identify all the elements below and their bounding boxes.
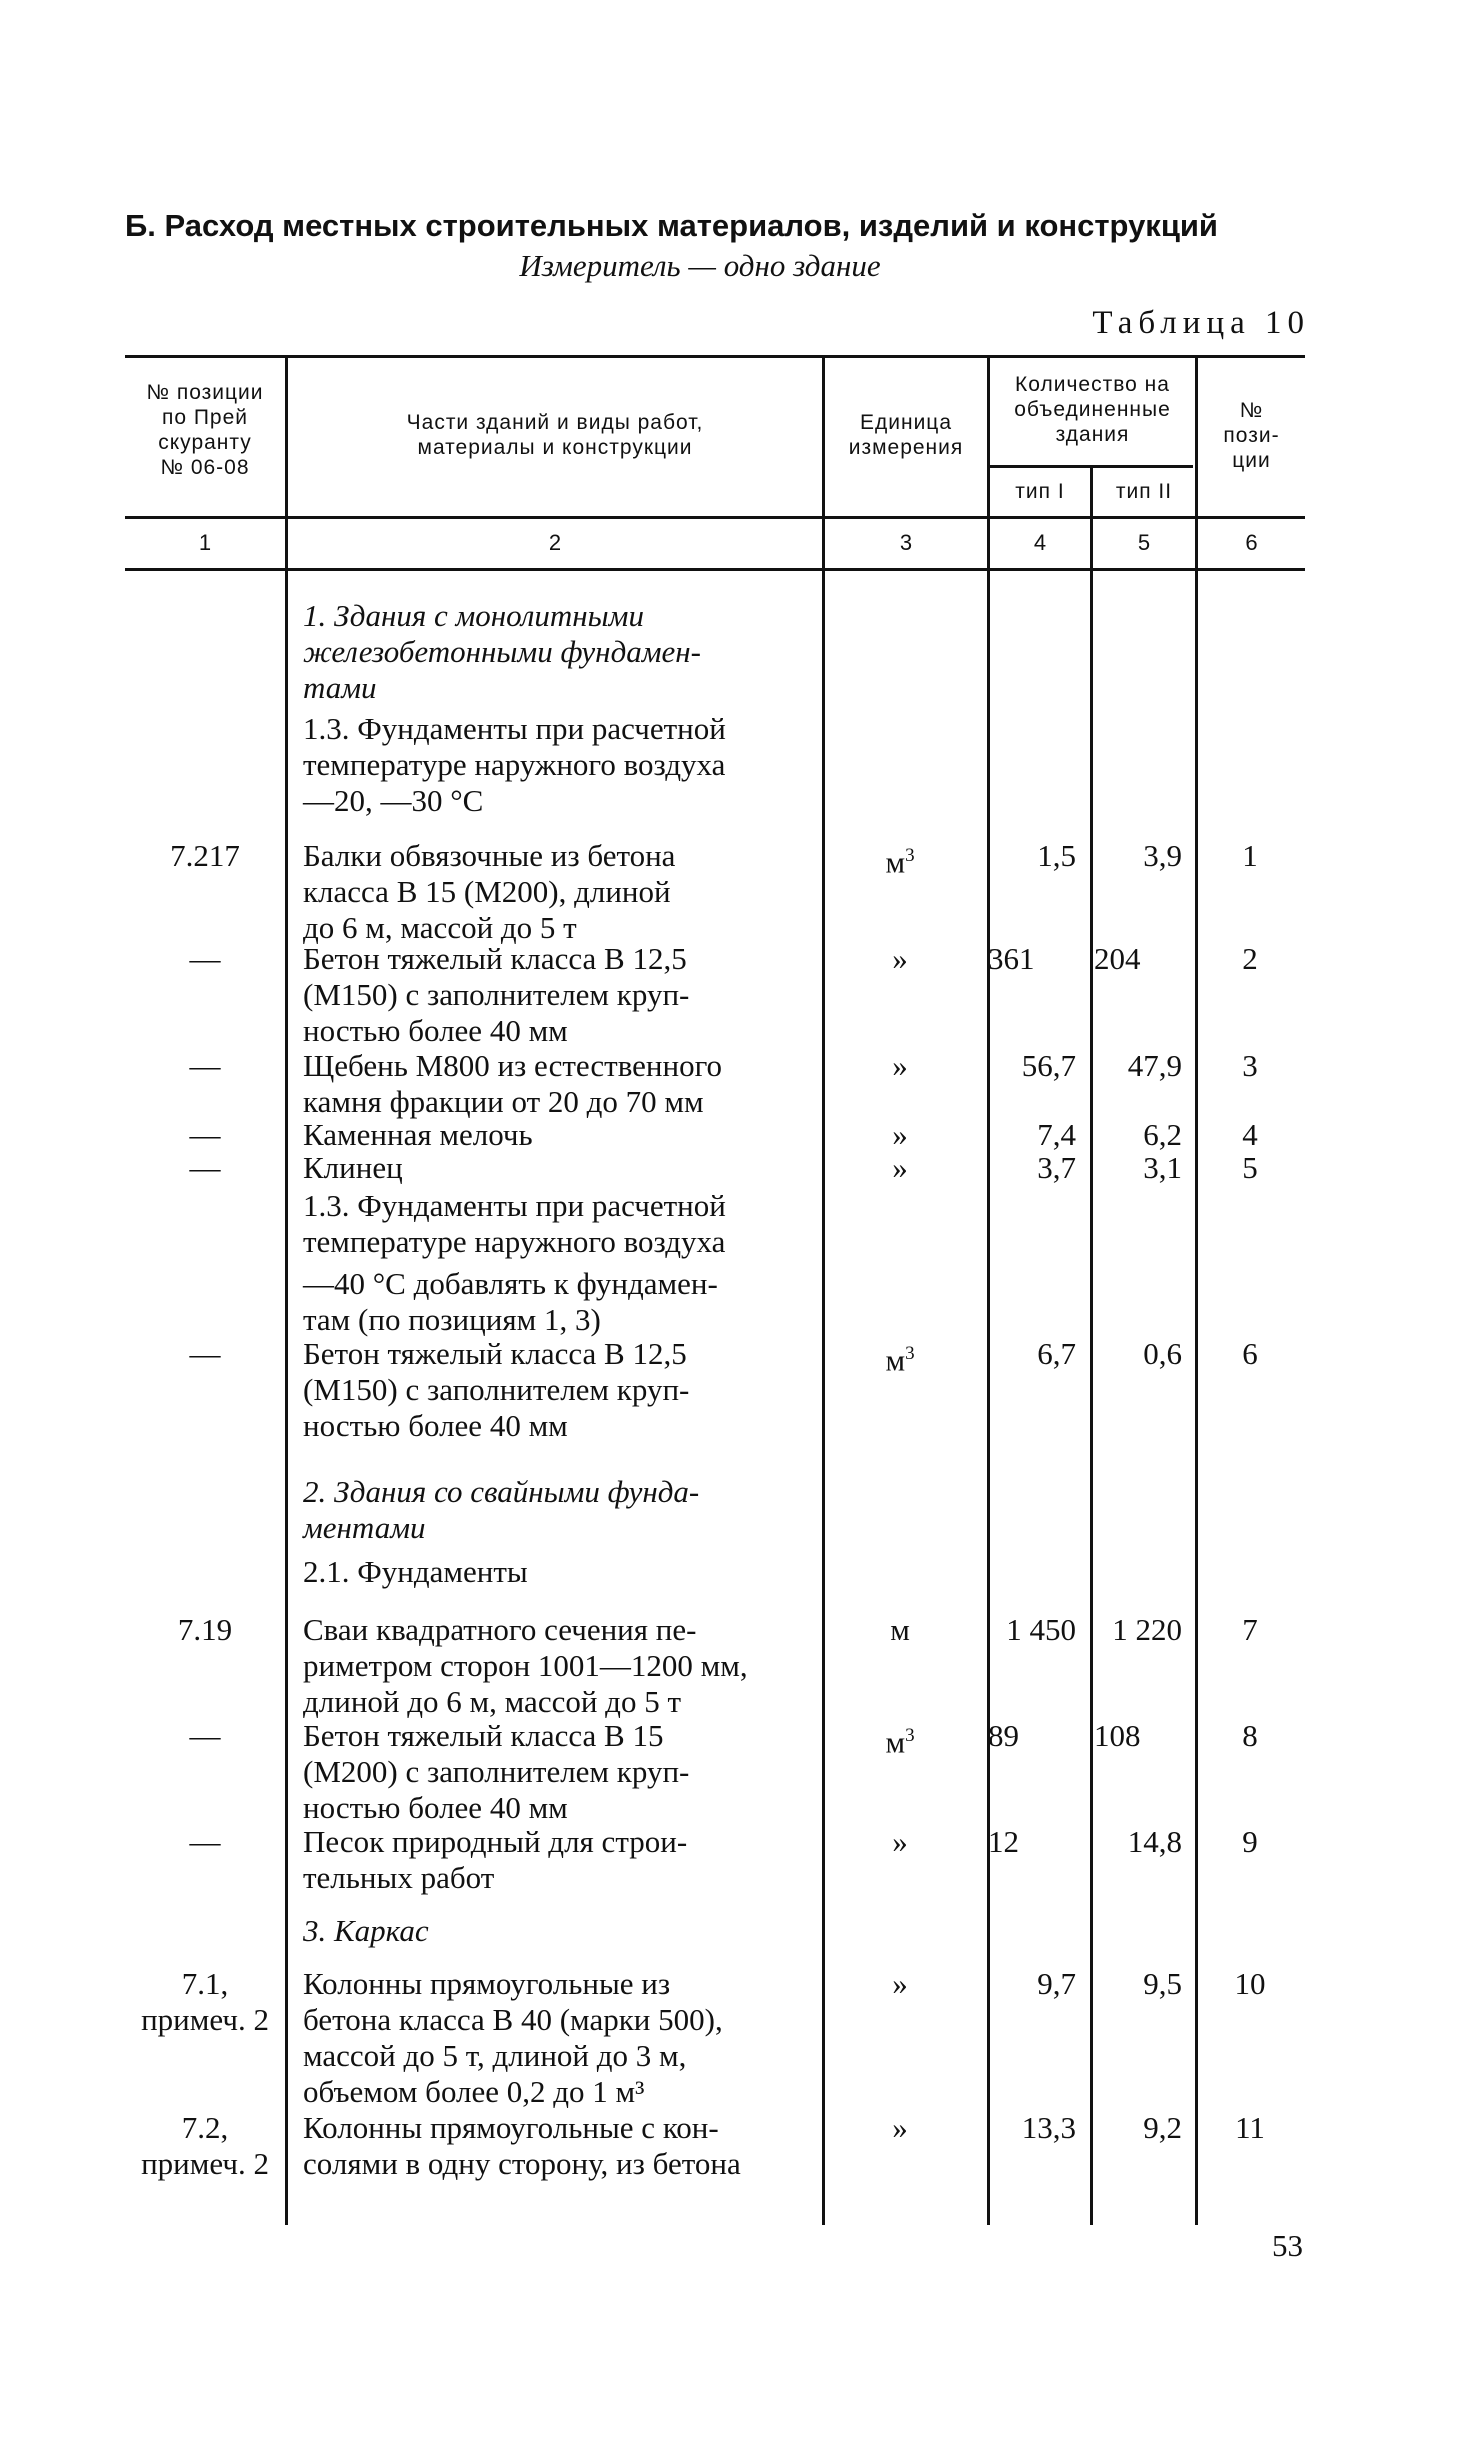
measure-unit-subheading: Измеритель — одно здание [519,248,881,283]
col-divider-1 [285,355,288,2225]
row-11-code: 7.2, примеч. 2 [141,2110,269,2181]
row-10-description: Колонны прямоугольные из бетона класса В 40 (марки 500), массой до 5 т, длиной до 3 м, объемом более 0,2 до 1 м³ [303,1966,723,2109]
row-10-code: 7.1, примеч. 2 [141,1966,269,2037]
row-7-unit: м [890,1612,910,1647]
row-10-type1: 9,7 [1037,1966,1076,2001]
col-divider-5 [1195,355,1198,2225]
row-5-type2: 3,1 [1143,1150,1182,1185]
row-3-type2: 47,9 [1127,1048,1182,1083]
row-2-position: 2 [1242,941,1258,976]
header-quantity-group: Количество на объединенные здания [1014,373,1171,446]
row-2-description: Бетон тяжелый класса В 12,5 (М150) с заполнителем круп- ностью более 40 мм [303,941,690,1048]
header-type-2: тип II [1115,480,1173,503]
row-6-type2: 0,6 [1143,1336,1182,1371]
row-7-type2: 1 220 [1112,1612,1182,1647]
row-5-code: — [189,1150,221,1185]
subsection-foundations-40-note: —40 °С добавлять к фундамен- там (по позициям 1, 3) [303,1266,718,1337]
row-10-type2: 9,5 [1143,1966,1182,2001]
row-2-code: — [189,941,221,976]
row-3-type1: 56,7 [1021,1048,1076,1083]
row-2-type2: 204 [1094,941,1141,976]
row-3-description: Щебень М800 из естественного камня фракции от 20 до 70 мм [303,1048,723,1119]
row-3-unit: » [892,1048,908,1083]
header-type-1: тип I [1015,480,1065,503]
header-parts-of-buildings: Части зданий и виды работ, материалы и конструкции [406,411,704,459]
row-11-unit: » [892,2110,908,2145]
row-9-description: Песок природный для строи- тельных работ [303,1824,688,1895]
col-divider-4 [1090,465,1093,2225]
row-4-type1: 7,4 [1037,1117,1076,1152]
subsection-foundations-40: 1.3. Фундаменты при расчетной температуре наружного воздуха [303,1188,726,1259]
row-9-unit: » [892,1824,908,1859]
row-8-description: Бетон тяжелый класса В 15 (М200) с заполнителем круп- ностью более 40 мм [303,1718,690,1825]
row-2-unit: » [892,941,908,976]
header-position-number: № позиции по Прей скуранту № 06-08 [146,381,264,479]
table-top-border [125,355,1305,358]
row-10-position: 10 [1234,1966,1266,2001]
header-unit: Единица измерения [848,411,964,459]
subsection-foundations-20-30: 1.3. Фундаменты при расчетной температуре наружного воздуха —20, —30 °С [303,711,726,818]
table-title: Таблица 10 [1092,305,1310,341]
row-7-code: 7.19 [177,1612,233,1647]
row-5-type1: 3,7 [1037,1150,1076,1185]
column-numbers-bottom-border [125,568,1305,571]
row-2-type1: 361 [988,941,1035,976]
row-6-position: 6 [1242,1336,1258,1371]
page-number: 53 [1272,2228,1303,2263]
column-number-3: 3 [899,530,913,555]
row-1-description: Балки обвязочные из бетона класса В 15 (М200), длиной до 6 м, массой до 5 т [303,838,676,945]
row-7-description: Сваи квадратного сечения пе- риметром сторон 1001—1200 мм, длиной до 6 м, массой до 5 т [303,1612,748,1719]
row-6-type1: 6,7 [1037,1336,1076,1371]
row-6-code: — [189,1336,221,1371]
row-8-type2: 108 [1094,1718,1141,1753]
row-7-type1: 1 450 [1006,1612,1076,1647]
row-6-unit: $м^3$ [885,1342,915,1378]
row-1-type1: 1,5 [1037,838,1076,873]
subsection-foundations: 2.1. Фундаменты [303,1554,528,1589]
row-11-description: Колонны прямоугольные с кон- солями в одну сторону, из бетона [303,2110,741,2181]
row-10-unit: » [892,1966,908,2001]
table-header-bottom-border [125,516,1305,519]
section-heading: Б. Расход местных строительных материалов, изделий и конструкций [125,208,1218,243]
row-9-code: — [189,1824,221,1859]
row-9-type1: 12 [988,1824,1019,1859]
row-5-description: Клинец [303,1150,403,1185]
row-5-unit: » [892,1150,908,1185]
row-11-position: 11 [1235,2110,1265,2145]
section-title-pile-foundations: 2. Здания со свайными фунда- ментами [303,1474,700,1545]
row-4-description: Каменная мелочь [303,1117,533,1152]
column-number-4: 4 [1033,530,1047,555]
row-3-position: 3 [1242,1048,1258,1083]
col-divider-2 [822,355,825,2225]
column-number-2: 2 [548,530,562,555]
column-number-6: 6 [1245,530,1258,555]
row-4-code: — [189,1117,221,1152]
column-number-1: 1 [198,530,212,555]
row-8-code: — [189,1718,221,1753]
row-1-type2: 3,9 [1143,838,1182,873]
row-8-position: 8 [1242,1718,1258,1753]
row-4-type2: 6,2 [1143,1117,1182,1152]
row-7-position: 7 [1242,1612,1258,1647]
row-5-position: 5 [1242,1150,1258,1185]
col-divider-3 [987,355,990,2225]
section-title-monolithic: 1. Здания с монолитными железобетонными фундамен- тами [303,598,701,705]
row-9-type2: 14,8 [1127,1824,1182,1859]
row-4-unit: » [892,1117,908,1152]
row-11-type2: 9,2 [1143,2110,1182,2145]
row-8-unit: $м^3$ [885,1724,915,1760]
row-1-unit: $м^3$ [885,844,915,880]
row-6-description: Бетон тяжелый класса В 12,5 (М150) с заполнителем круп- ностью более 40 мм [303,1336,690,1443]
row-4-position: 4 [1242,1117,1258,1152]
row-1-position: 1 [1242,838,1258,873]
row-9-position: 9 [1242,1824,1258,1859]
row-11-type1: 13,3 [1021,2110,1076,2145]
row-3-code: — [189,1048,221,1083]
row-8-type1: 89 [988,1718,1019,1753]
header-position: № пози- ции [1223,399,1280,472]
section-title-frame: 3. Каркас [303,1913,429,1948]
row-1-code: 7.217 [170,838,240,873]
column-number-5: 5 [1137,530,1151,555]
